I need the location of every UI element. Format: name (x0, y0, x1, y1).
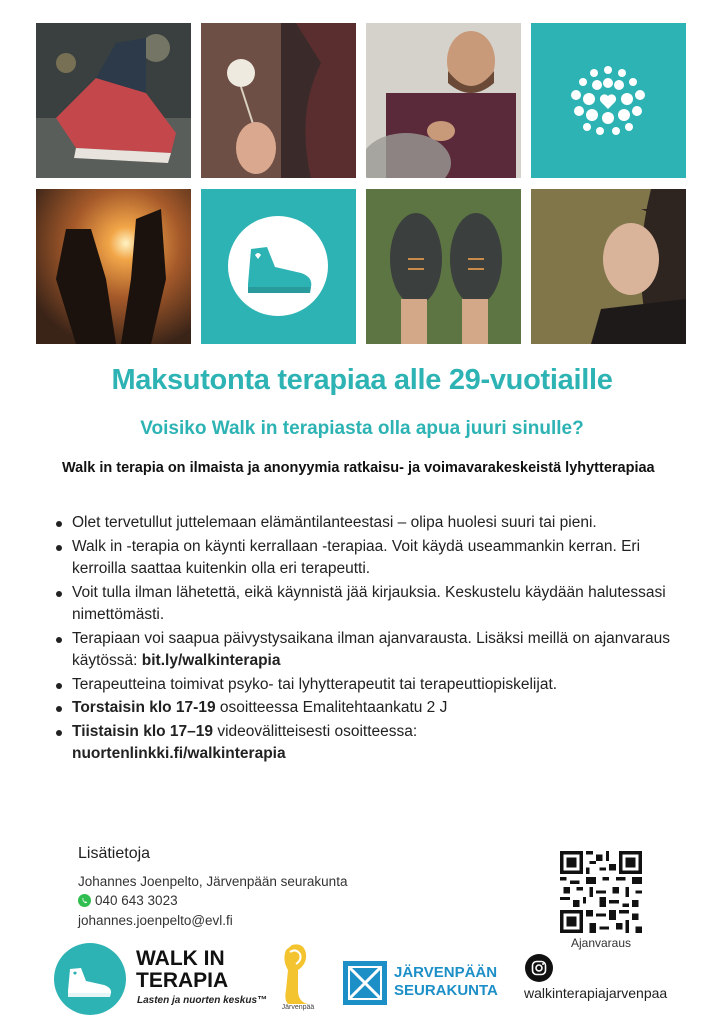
qr-code[interactable] (560, 851, 642, 933)
instagram-handle[interactable]: walkinterapiajarvenpaa (524, 985, 668, 1001)
list-item: Torstaisin klo 17-19 osoitteessa Emalitehtaankatu 2 J (54, 697, 674, 720)
list-item: Olet tervetullut juttelemaan elämäntilanteestasi – olipa huolesi suuri tai pieni. (54, 512, 674, 535)
walkin-logo-line2: TERAPIA (136, 969, 229, 992)
info-list (54, 512, 674, 767)
parish-name-line1: JÄRVENPÄÄN (394, 964, 498, 981)
photo-feet-on-grass (366, 189, 521, 344)
photo-smiling-man (366, 23, 521, 178)
photo-dandelion (201, 23, 356, 178)
walkin-logo-line1: WALK IN (136, 947, 225, 970)
qr-label: Ajanvaraus (570, 936, 632, 950)
list-item: Tiistaisin klo 17–19 videovälitteisesti osoitteessa: nuortenlinkki.fi/walkinterapia (54, 721, 674, 766)
list-item: Terapiaan voi saapua päivystysaikana ilman ajanvarausta. Lisäksi meillä on ajanvaraus käytössä: bit.ly/walkinterapia (54, 628, 674, 673)
parish-name-line2: SEURAKUNTA (394, 982, 498, 999)
page-title: Maksutonta terapiaa alle 29-vuotiaille (111, 364, 613, 396)
whatsapp-icon (78, 894, 91, 907)
page-subtitle: Voisiko Walk in terapiasta olla apua juuri sinulle? (140, 418, 584, 439)
video-link[interactable]: nuortenlinkki.fi/walkinterapia (72, 745, 286, 762)
heart-dots-tile (531, 23, 686, 178)
walkin-logo-icon (54, 943, 126, 1015)
phone-number[interactable]: 040 643 3023 (95, 893, 178, 908)
list-item: Terapeutteina toimivat psyko- tai lyhytterapeutit tai terapeuttiopiskelijat. (54, 674, 674, 697)
walkin-logo-subtitle: Lasten ja nuorten keskus™ (137, 995, 268, 1006)
list-item: Walk in -terapia on käynti kerrallaan -terapiaa. Voit käydä useammankin kerran. Eri kerroilla saattaa kuitenkin olla eri terapeutti. (54, 536, 674, 581)
city-logo-label: Järvenpää (281, 1004, 315, 1011)
booking-link[interactable]: bit.ly/walkinterapia (141, 652, 281, 669)
photo-woman-profile (531, 189, 686, 344)
sneaker-icon-tile (201, 189, 356, 344)
intro-text: Walk in terapia on ilmaista ja anonyymia ratkaisu- ja voimavarakeskeistä lyhytterapiaa (62, 460, 655, 476)
contact-heading: Lisätietoja (78, 845, 151, 862)
list-item: Voit tulla ilman lähetettä, eikä käynnistä jää kirjauksia. Keskustelu käydään halutessasi nimettömästi. (54, 582, 674, 627)
instagram-icon[interactable] (525, 954, 553, 982)
photo-red-sneakers (36, 23, 191, 178)
contact-phone-row (78, 893, 178, 908)
parish-logo-icon (343, 961, 387, 1005)
photo-hands-sunset (36, 189, 191, 344)
city-logo-icon (278, 940, 318, 1010)
contact-name: Johannes Joenpelto, Järvenpään seurakunta (78, 874, 348, 889)
contact-email[interactable]: johannes.joenpelto@evl.fi (78, 913, 233, 928)
